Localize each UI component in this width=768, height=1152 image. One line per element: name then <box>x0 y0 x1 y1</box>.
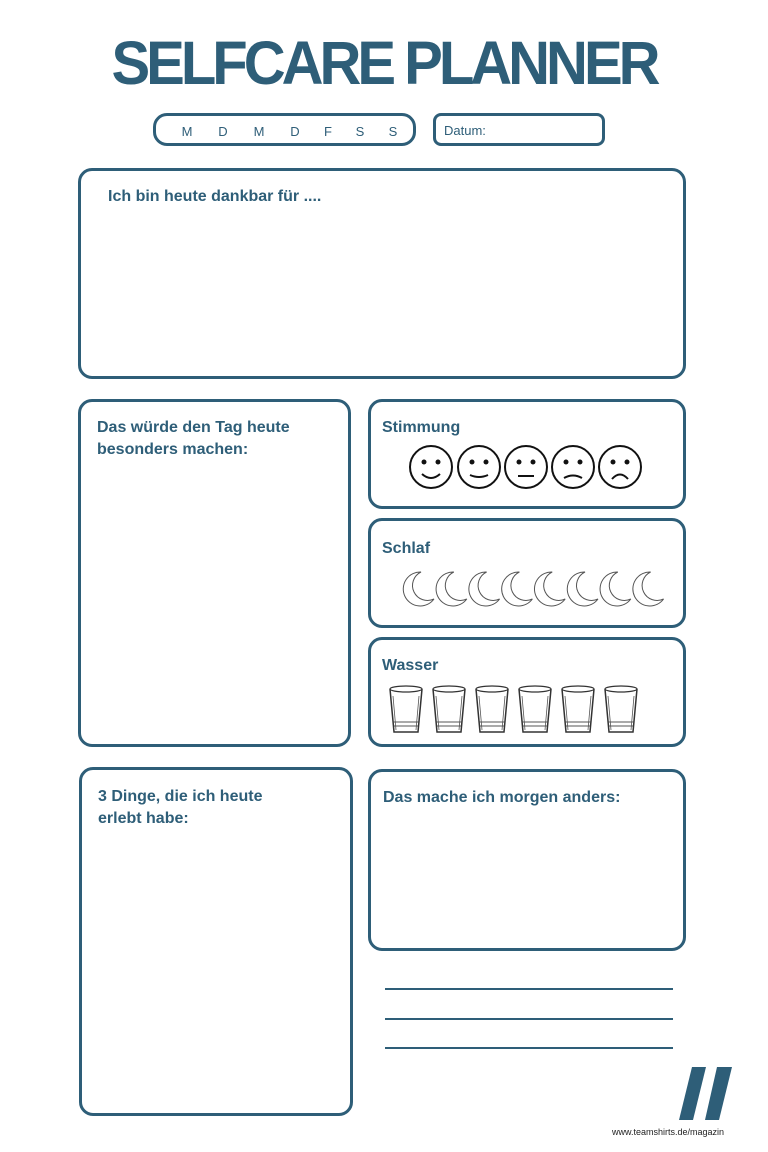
sleep-label: Schlaf <box>382 540 431 557</box>
date-field[interactable] <box>433 113 605 146</box>
special-day-box[interactable] <box>78 399 351 747</box>
moon-icon[interactable] <box>534 572 565 606</box>
water-box <box>368 637 686 747</box>
three-things-label-1: 3 Dinge, die ich heute <box>98 788 263 805</box>
weekday-thursday[interactable]: D <box>290 124 300 139</box>
weekday-sunday[interactable]: S <box>388 124 398 139</box>
very-happy-face-icon[interactable] <box>410 446 452 488</box>
water-glass-icon[interactable] <box>605 686 637 732</box>
weekday-selector <box>153 113 416 146</box>
water-glass-icon[interactable] <box>390 686 422 732</box>
teamshirts-logo <box>676 1066 736 1122</box>
footer-url: www.teamshirts.de/magazin <box>612 1127 725 1137</box>
sleep-scale <box>371 521 683 625</box>
water-label: Wasser <box>382 657 439 674</box>
water-glass-icon[interactable] <box>433 686 465 732</box>
sleep-box <box>368 518 686 628</box>
tomorrow-box[interactable] <box>368 769 686 951</box>
writing-line[interactable] <box>385 1018 673 1020</box>
weekday-saturday[interactable]: S <box>355 124 365 139</box>
moon-icon[interactable] <box>469 572 500 606</box>
mood-scale <box>371 402 683 506</box>
gratitude-box[interactable] <box>78 168 686 379</box>
weekday-wednesday[interactable]: M <box>253 124 265 139</box>
moon-icon[interactable] <box>633 572 664 606</box>
special-day-label-1: Das würde den Tag heute <box>97 419 290 436</box>
gratitude-label: Ich bin heute dankbar für .... <box>108 188 322 205</box>
neutral-face-icon[interactable] <box>505 446 547 488</box>
moon-icon[interactable] <box>567 572 598 606</box>
sad-face-icon[interactable] <box>552 446 594 488</box>
writing-line[interactable] <box>385 1047 673 1049</box>
moon-icon[interactable] <box>403 572 434 606</box>
weekday-tuesday[interactable]: D <box>218 124 228 139</box>
page-title: SELFCARE PLANNER <box>111 29 657 98</box>
moon-icon[interactable] <box>436 572 467 606</box>
three-things-box[interactable] <box>79 767 353 1116</box>
water-glass-icon[interactable] <box>562 686 594 732</box>
water-scale <box>371 640 683 744</box>
mood-box <box>368 399 686 509</box>
three-things-label-2: erlebt habe: <box>98 810 189 827</box>
mood-label: Stimmung <box>382 419 461 436</box>
writing-line[interactable] <box>385 988 673 990</box>
date-label: Datum: <box>444 123 486 138</box>
very-sad-face-icon[interactable] <box>599 446 641 488</box>
weekday-friday[interactable]: F <box>324 124 332 139</box>
special-day-label-2: besonders machen: <box>97 441 249 458</box>
moon-icon[interactable] <box>502 572 533 606</box>
water-glass-icon[interactable] <box>519 686 551 732</box>
moon-icon[interactable] <box>600 572 631 606</box>
tomorrow-label: Das mache ich morgen anders: <box>383 789 621 806</box>
water-glass-icon[interactable] <box>476 686 508 732</box>
happy-face-icon[interactable] <box>458 446 500 488</box>
weekday-monday[interactable]: M <box>181 124 193 139</box>
